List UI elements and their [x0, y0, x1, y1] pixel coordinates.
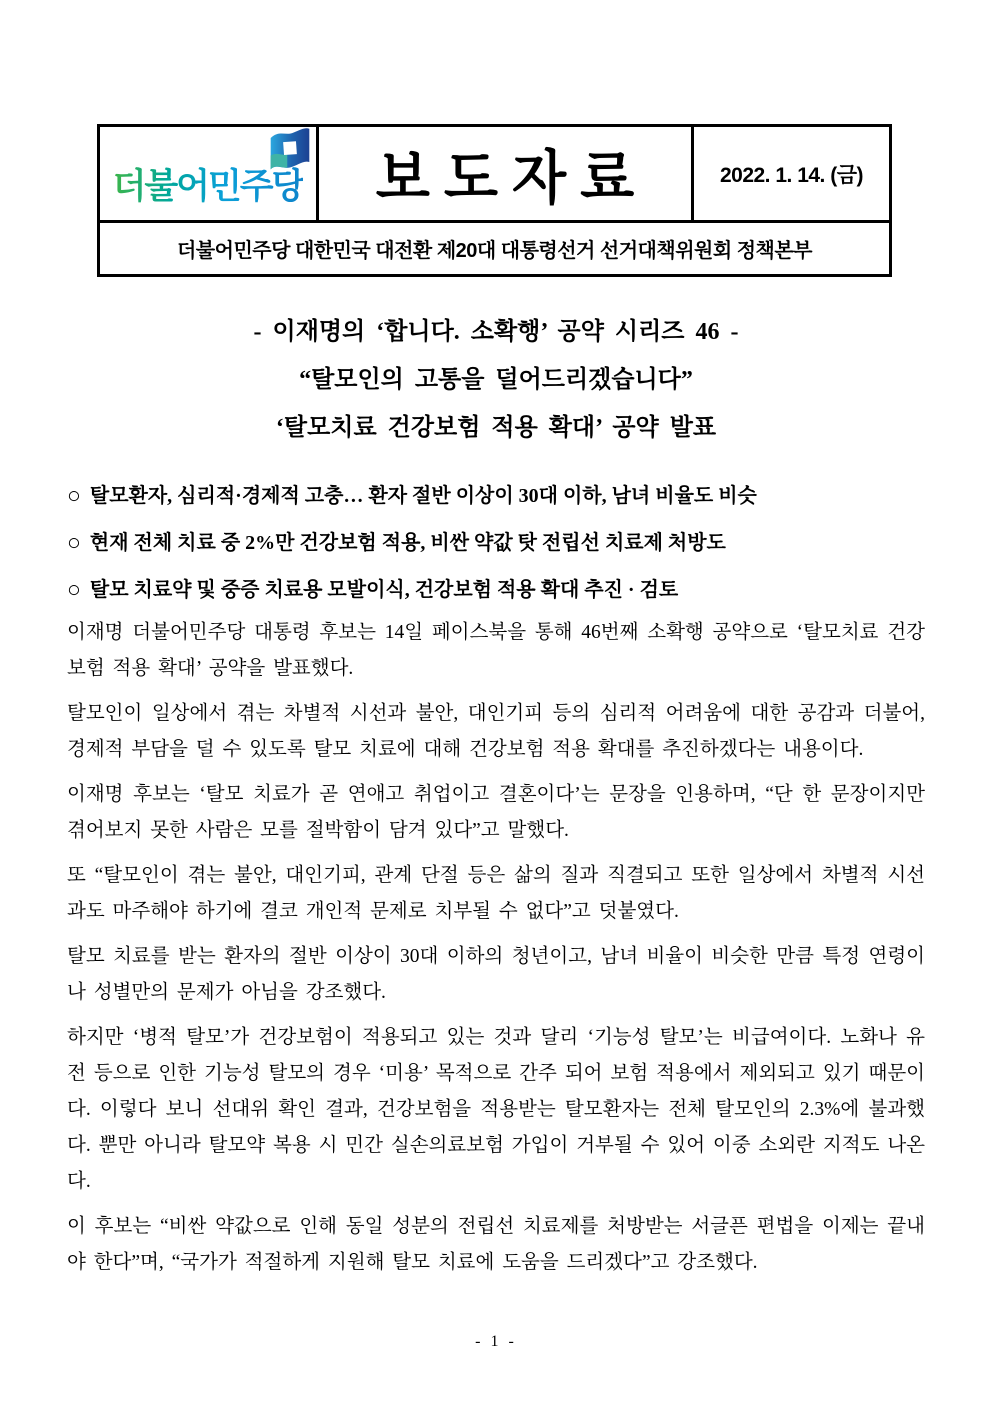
document-body	[67, 308, 925, 1290]
summary-bullet-list	[67, 472, 925, 613]
body-paragraph: 탈모 치료를 받는 환자의 절반 이상이 30대 이하의 청년이고, 남녀 비율이 비슷한 만큼 특정 연령이나 성별만의 문제가 아님을 강조했다.	[67, 946, 925, 1003]
circle-bullet-icon: ○	[67, 577, 81, 602]
body-paragraph: 이 후보는 “비싼 약값으로 인해 동일 성분의 전립선 치료제를 처방받는 서글픈 편법을 이제는 끝내야 한다”며, “국가가 적절하게 지원해 탈모 치료에 도움을 드리겠다”고 강조했다.	[67, 1216, 925, 1273]
release-date-cell	[694, 127, 889, 220]
header-top-row	[100, 127, 889, 220]
circle-bullet-icon: ○	[67, 483, 81, 508]
body-paragraph: 이재명 더불어민주당 대통령 후보는 14일 페이스북을 통해 46번째 소확행 공약으로 ‘탈모치료 건강보험 적용 확대’ 공약을 발표했다.	[67, 622, 925, 679]
party-logo-text: 더불어민주당	[112, 166, 304, 206]
headline-block	[67, 308, 925, 452]
body-paragraph: 또 “탈모인이 겪는 불안, 대인기피, 관계 단절 등은 삶의 질과 직결되고 또한 일상에서 차별적 시선과도 마주해야 하기에 결코 개인적 문제로 치부될 수 없다”고 덧붙였다.	[67, 865, 925, 922]
headline-line-1: - 이재명의 ‘합니다. 소확행’ 공약 시리즈 46 -	[253, 319, 739, 345]
bullet-text: 현재 전체 치료 중 2%만 건강보험 적용, 비싼 약값 탓 전립선 치료제 처방도	[89, 532, 726, 554]
bullet-text: 탈모 치료약 및 중증 치료용 모발이식, 건강보험 적용 확대 추진 · 검토	[89, 579, 679, 601]
body-paragraph: 탈모인이 일상에서 겪는 차별적 시선과 불안, 대인기피 등의 심리적 어려움에 대한 공감과 더불어, 경제적 부담을 덜 수 있도록 탈모 치료에 대해 건강보험 적용 확대를 추진하겠다는 내용이다.	[67, 703, 925, 760]
body-paragraph: 이재명 후보는 ‘탈모 치료가 곧 연애고 취업이고 결혼이다’는 문장을 인용하며, “단 한 문장이지만 겪어보지 못한 사람은 모를 절박함이 담겨 있다”고 말했다.	[67, 784, 925, 841]
summary-bullet	[67, 566, 925, 613]
issuing-organization-row	[100, 220, 889, 274]
bullet-text: 탈모환자, 심리적·경제적 고충… 환자 절반 이상이 30대 이하, 남녀 비율도 비슷	[89, 485, 757, 507]
document-type-cell	[319, 127, 694, 220]
release-date: 2022. 1. 14. (금)	[719, 163, 864, 187]
page-number: - 1 -	[475, 1333, 517, 1350]
header-box	[97, 124, 892, 277]
document-type-title: 보도자료	[375, 144, 649, 210]
circle-bullet-icon: ○	[67, 530, 81, 555]
headline-line-3: ‘탈모치료 건강보험 적용 확대’ 공약 발표	[275, 415, 717, 441]
party-logo-lockup	[113, 159, 304, 209]
article-text	[67, 615, 925, 1281]
issuing-organization: 더불어민주당 대한민국 대전환 제20대 대통령선거 선거대책위원회 정책본부	[176, 240, 812, 262]
party-logo	[100, 127, 319, 220]
party-flag-icon	[267, 125, 313, 175]
summary-bullet	[67, 519, 925, 566]
summary-bullet	[67, 472, 925, 519]
headline-line-2: “탈모인의 고통을 덜어드리겠습니다”	[299, 367, 693, 393]
body-paragraph: 하지만 ‘병적 탈모’가 건강보험이 적용되고 있는 것과 달리 ‘기능성 탈모’는 비급여이다. 노화나 유전 등으로 인한 기능성 탈모의 경우 ‘미용’ 목적으로 간주 되어 보험 적용에서 제외되고 있기 때문이다. 이렇다 보니 선대위 확인 결과, 건강보험을 적용받는 탈모환자는 전체 탈모인의 2.3%에 불과했다. 뿐만 아니라 탈모약 복용 시 민간 실손의료보험 가입이 거부될 수 있어 이중 소외란 지적도 나온다.	[67, 1027, 925, 1192]
